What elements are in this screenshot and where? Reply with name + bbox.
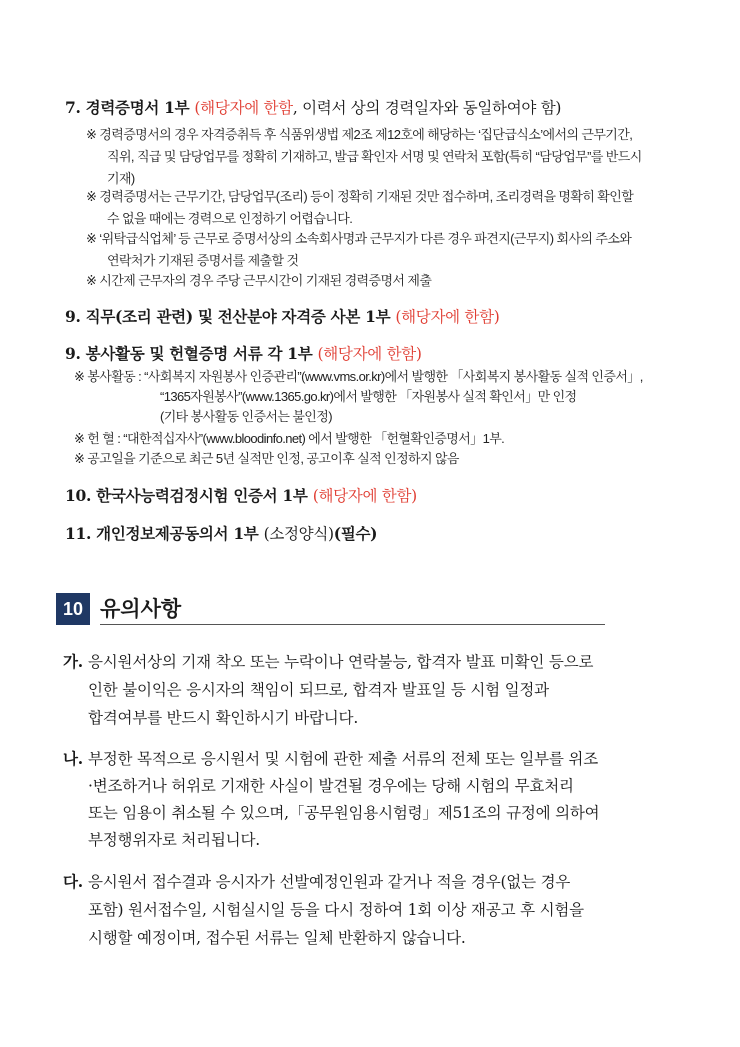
- item-7-note: ※ 경력증명서의 경우 자격증취득 후 식품위생법 제2조 제12호에 해당하는 ‘집단급식소’에서의 근무기간,: [86, 127, 633, 142]
- item-11-label: 11. 개인정보제공동의서 1부: [65, 524, 259, 543]
- item-7-tail: , 이력서 상의 경력일자와 동일하여야 함): [292, 99, 562, 117]
- item-7-note: 수 없을 때에는 경력으로 인정하기 어렵습니다.: [107, 211, 353, 226]
- section-number-badge: 10: [56, 593, 90, 625]
- notice-line: 인한 불이익은 응시자의 책임이 되므로, 합격자 발표일 등 시험 일정과: [88, 681, 549, 699]
- item-9-volunteer-label: 9. 봉사활동 및 헌혈증명 서류 각 1부: [65, 344, 313, 363]
- notice-line: 또는 임용이 취소될 수 있으며,「공무원임용시험령」제51조의 규정에 의하여: [88, 804, 600, 822]
- item-9-volunteer-red-note: (해당자에 한함): [317, 345, 422, 363]
- notice-line: 부정한 목적으로 응시원서 및 시험에 관한 제출 서류의 전체 또는 일부를 위조: [88, 750, 598, 768]
- item-10-red-note: (해당자에 한함): [312, 487, 417, 505]
- item-7-red-note: (해당자에 한함: [194, 99, 293, 117]
- item-9-volunteer-note: (기타 봉사활동 인증서는 불인정): [160, 409, 332, 424]
- notice-marker: 가.: [63, 652, 83, 671]
- item-11-heading: [65, 522, 377, 544]
- item-10-label: 10. 한국사능력검정시험 인증서 1부: [65, 486, 308, 505]
- item-9-certificates-red-note: (해당자에 한함): [395, 308, 500, 326]
- section-title: 유의사항: [100, 597, 182, 621]
- item-7-note: ※ ‘위탁급식업체’ 등 근무로 증명서상의 소속회사명과 근무지가 다른 경우 파견지(근무지) 회사의 주소와: [86, 231, 632, 246]
- item-7-note: 직위, 직급 및 담당업무를 정확히 기재하고, 발급 확인자 서명 및 연락처 포함(특히 “담당업무”를 반드시: [107, 149, 642, 164]
- item-9-volunteer-note: “1365자원봉사”(www.1365.go.kr)에서 발행한 「자원봉사 실적 확인서」만 인정: [160, 389, 577, 404]
- notice-line: ·변조하거나 허위로 기재한 사실이 발견될 경우에는 당해 시험의 무효처리: [88, 777, 574, 795]
- notice-line: 응시원서상의 기재 착오 또는 누락이나 연락불능, 합격자 발표 미확인 등으로: [88, 653, 594, 671]
- item-7-note: ※ 경력증명서는 근무기간, 담당업무(조리) 등이 정확히 기재된 것만 접수하며, 조리경력을 명확히 확인할: [86, 189, 634, 204]
- item-9-volunteer-note: ※ 봉사활동 : “사회복지 자원봉사 인증관리”(www.vms.or.kr)에서 발행한 「사회복지 봉사활동 실적 인증서」,: [74, 369, 643, 384]
- item-7-heading: [65, 96, 561, 118]
- item-7-note: ※ 시간제 근무자의 경우 주당 근무시간이 기재된 경력증명서 제출: [86, 273, 432, 288]
- item-9-volunteer-note: ※ 공고일을 기준으로 최근 5년 실적만 인정, 공고이후 실적 인정하지 않음: [74, 451, 459, 466]
- item-9-certificates-heading: [65, 305, 500, 327]
- notice-marker: 다.: [63, 872, 83, 891]
- notice-line: 부정행위자로 처리됩니다.: [88, 831, 260, 849]
- section-divider: [100, 624, 605, 625]
- notice-line: 합격여부를 반드시 확인하시기 바랍니다.: [88, 709, 359, 727]
- item-11-required-note: (필수): [333, 524, 378, 543]
- item-7-note: 연락처가 기재된 증명서를 제출할 것: [107, 253, 299, 268]
- notice-line: 응시원서 접수결과 응시자가 선발예정인원과 같거나 적을 경우(없는 경우: [88, 873, 571, 891]
- item-9-volunteer-heading: [65, 342, 422, 364]
- item-7-note: 기재): [107, 171, 135, 186]
- item-10-heading: [65, 484, 417, 506]
- notice-line: 포함) 원서접수일, 시험실시일 등을 다시 정하여 1회 이상 재공고 후 시험을: [88, 901, 584, 919]
- notice-line: 시행할 예정이며, 접수된 서류는 일체 반환하지 않습니다.: [88, 929, 466, 947]
- item-9-certificates-label: 9. 직무(조리 관련) 및 전산분야 자격증 사본 1부: [65, 307, 391, 326]
- item-7-label: 7. 경력증명서 1부: [65, 98, 190, 117]
- item-11-form-note: (소정양식): [263, 525, 334, 543]
- notice-marker: 나.: [63, 749, 83, 768]
- item-9-volunteer-note: ※ 헌 혈 : “대한적십자사”(www.bloodinfo.net) 에서 발행한 「헌혈확인증명서」1부.: [74, 431, 505, 446]
